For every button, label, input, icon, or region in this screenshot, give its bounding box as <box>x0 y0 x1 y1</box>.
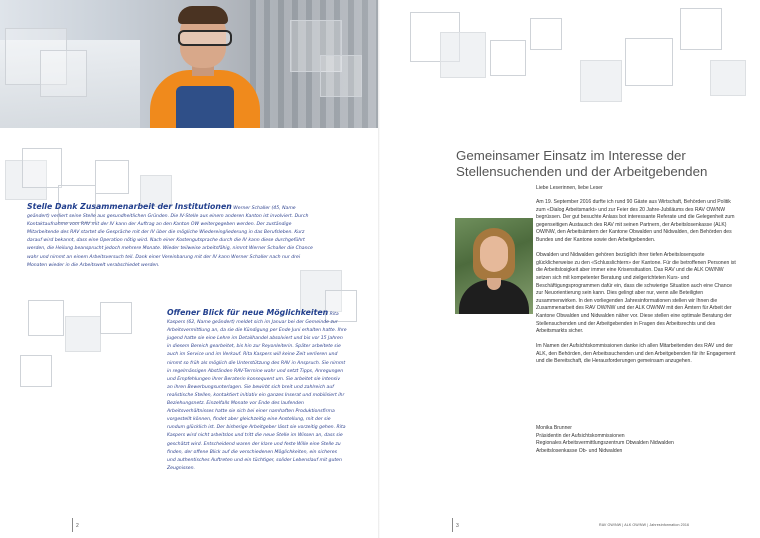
decorative-square <box>95 160 129 194</box>
page-number-left: 2 <box>76 523 79 529</box>
decorative-square <box>490 40 526 76</box>
story-1-heading: Stelle Dank Zusammenarbeit der Institutionen <box>27 202 232 211</box>
page-tick <box>72 518 73 532</box>
editorial-paragraph: Obwalden und Nidwalden gehören bezüglich ihrer tiefen Arbeitslosenquote glücklicherweise zu den «Schlusslichtern» der Kantone. Für die betroffenen Personen ist die Arbeitslosigkeit aber immer eine Krisensituation. Das RAV und die ALK OW/NW setzen sich mit kompetenter Beratung und zielgerichteten Kurs- und Beschäftigungsprogrammen dafür ein, dass die schwierige Situation auch eine Chance zur Neuorientierung sein kann. Dies gelingt aber nur, wenn alle Beteiligten zusammenwirken. In den vorliegenden Jahresinformationen stellen wir Ihnen die Zusammenarbeit des RAV OW/NW und der ALK OW/NW mit den Ämtern für Arbeit der Kantone Obwalden und Nidwalden näher vor. Diese stellen eine optimale Beratung der Stellensuchenden und der Arbeitgebenden in Fragen des Arbeitsrechts und des Arbeitsmarkts sicher. <box>536 252 736 335</box>
page-footer: RAV OW/NW | ALK OW/NW | Jahresinformation 2016 <box>599 523 690 527</box>
story-1-text: verliert seine Stelle aus gesundheitlichen Gründen. Die IV-Stelle aus einem anderen Kanton ist involviert. Durch Kontaktaufnahme vom RAV mit der IV kann der Auftrag an den Kanton OW weitergegeben werden. Der zuständige Mitarbeitende des RAV startet die Gespräche mit der IV über die mögliche Wiedereingliederung in das Berufsleben. Kurz darauf wird bekannt, dass eine Operation nötig wird. Nach einer Kostengutsprache durch die IV kann diese durchgeführt werden, die Heilung beansprucht jedoch mehrere Monate. Wieder teilweise arbeitsfähig, nimmt Werner Schaller die Chance wahr und nimmt an einem Arbeitsversuch teil. Dank einer Vereinbarung mit der IV kann Werner Schaller nach nur drei Monaten wieder in die Arbeitswelt verabschiedet werden. <box>27 214 313 268</box>
story-werner-schaller <box>27 202 317 270</box>
page-number-right: 3 <box>456 523 459 529</box>
header-photo-worker <box>0 0 380 128</box>
editorial-body <box>536 199 736 374</box>
portrait-photo-monika-brunner <box>455 218 533 314</box>
decorative-square <box>680 8 722 50</box>
editorial-paragraph: Am 19. September 2016 durfte ich rund 90 Gäste aus Wirtschaft, Behörden und Politik zum «Dialog Arbeitsmarkt» und zur Feier des 20 Jahre-Jubiläums des RAV OW/NW begrüssen. Der gut besuchte Anlass bot interessante Referate und die Gelegenheit zum gegenseitigen Austausch des RAV mit seinen Partnern, der Arbeitslosenkasse (ALK) OW/NW, den Arbeitsämtern der Kantone Obwalden und Nidwalden, den Behörden des Bundes und der Kantone sowie den Arbeitgebenden. <box>536 199 735 243</box>
editorial-paragraph: Im Namen der Aufsichtskommissionen danke ich allen Mitarbeitenden des RAV und der ALK, den Behörden, den Arbeitssuchenden und den Arbeitgebenden für ihr Engagement und die Bereitschaft, die Herausforderungen gemeinsam anzugehen. <box>536 343 736 365</box>
decorative-square <box>28 300 64 336</box>
story-2-text: meldet sich im Januar bei der Gemeinde zur Arbeitsvermittlung an, da sie die Kündigung per Ende Juni erhalten hatte. Ihre jugend hatte sie eine Lehre im Detailhandel absolviert und bis vor 15 Jahren in diesem Bereich gearbeitet, bis hin zur Reyonleiterin. Später arbeitete sie auch im Service und im Verkauf. Rita Kaspers will keine Zeit verlieren und nimmt so früh als möglich die Unterstützung des RAV in Anspruch. Sie nimmt in regelmässigen Abständen RAV-Termine wahr und setzt Tipps, Anregungen und Empfehlungen ihrer Beraterin konsequent um. Sie arbeitet sie intensiv an ihren Bewerbungsunterlagen. Sie bewirbt sich breit und zahlreich auf realistische Stellen, kontaktiert initiativ ein ganzes Inserat und mobilisiert ihr Beziehungsnetz. Einzelfalls Monate vor Ende des laufenden Arbeitsverhältnisses hatte sie sich bei einer namhaften Produktionsfirma vorgestellt können, findet aber gleichzeitig eine Anstellung, mit der sie rundum glücklich ist. Der bisherige Arbeitgeber lässt sie vorzeitig gehen. Rita Kaspers wird nicht arbeitslos und tritt die neue Stelle im Wissen an, dass sie geschätzt wird. Entscheidend waren der klare und feste Wille eine Stelle zu finden, der offene Blick auf die verschiedenen Möglichkeiten, ein sicheres und authentisches Auftreten und ein tüchtiger, solider Lebenslauf mit guten Zeugnissen. <box>167 320 347 471</box>
decorative-square <box>20 355 52 387</box>
story-1-lead: Werner Schaller (45, Name geändert) <box>27 206 296 220</box>
page-title: Gemeinsamer Einsatz im Interesse der Stellensuchenden und der Arbeitgebenden <box>456 148 708 179</box>
story-rita-kaspers <box>167 308 347 473</box>
story-2-heading: Offener Blick für neue Möglichkeiten <box>167 308 329 317</box>
page-tick <box>452 518 453 532</box>
decorative-square <box>440 32 486 78</box>
right-page <box>380 0 760 538</box>
decorative-square <box>710 60 746 96</box>
signature-org: Regionales Arbeitsvermittlungszentrum Obwalden Nidwalden <box>536 440 674 447</box>
signature-name: Monika Brunner <box>536 425 572 431</box>
decorative-square <box>65 316 101 352</box>
decorative-square <box>22 148 62 188</box>
decorative-square <box>625 38 673 86</box>
greeting: Liebe Leserinnen, liebe Leser <box>536 185 603 191</box>
signature-block <box>536 425 736 455</box>
decorative-square <box>530 18 562 50</box>
story-2-lead: Rita Kaspers (62, Name geändert) <box>167 312 339 326</box>
signature-role: Präsidentin der Aufsichtskommissionen <box>536 432 625 439</box>
decorative-square <box>100 302 132 334</box>
signature-org: Arbeitslosenkasse Ob- und Nidwalden <box>536 447 623 454</box>
decorative-square <box>580 60 622 102</box>
